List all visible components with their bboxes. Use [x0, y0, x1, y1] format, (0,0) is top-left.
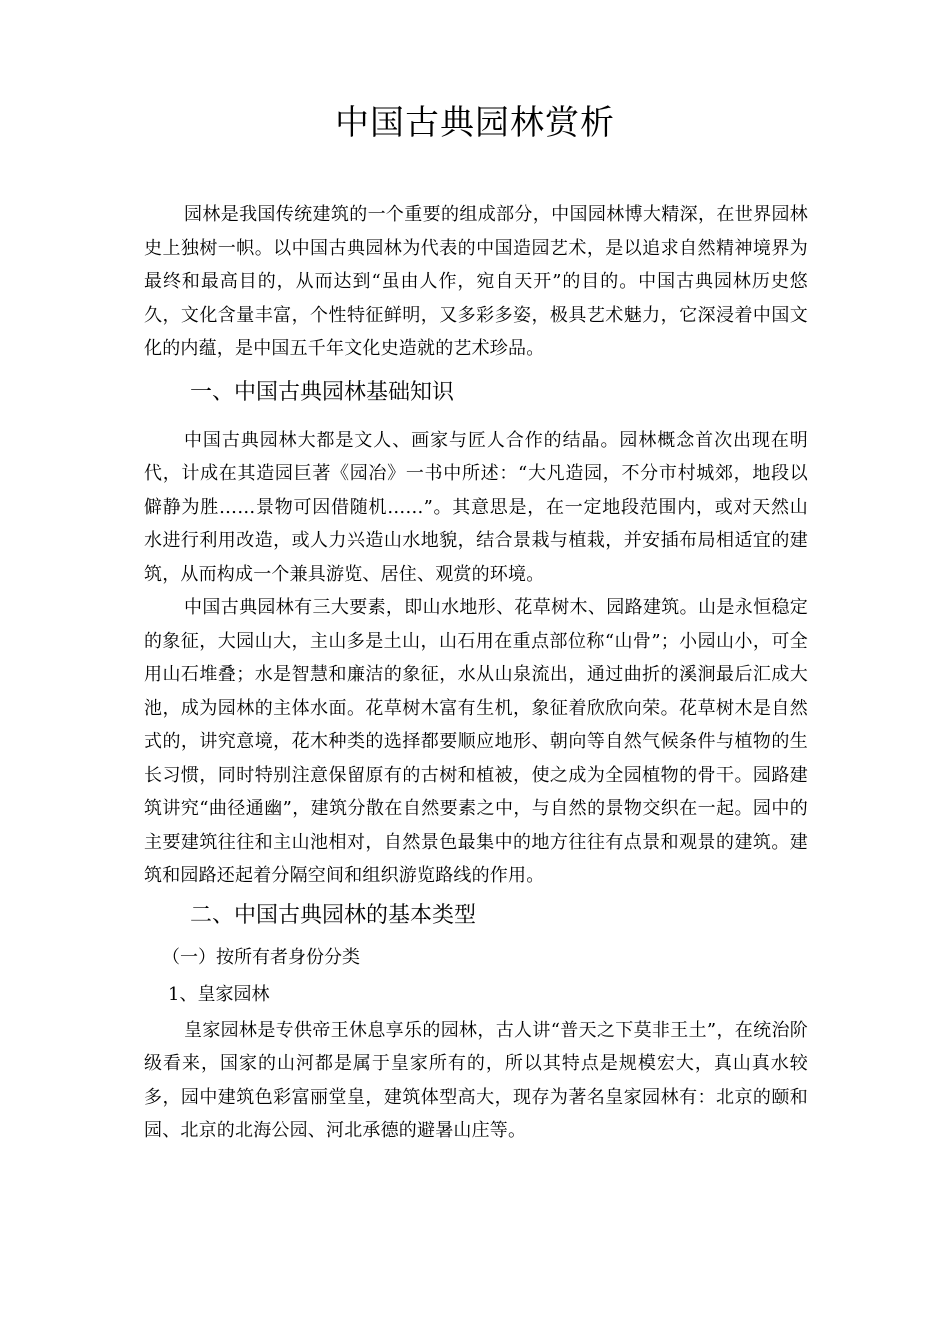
subsection-heading: （一）按所有者身份分类	[162, 946, 360, 968]
section-paragraph: 中国古典园林有三大要素，即山水地形、花草树木、园路建筑。山是永恒稳定的象征，大园山大，主山多是土山，山石用在重点部位称“山骨”；小园山小，可全用山石堆叠；水是智慧和廉洁的象征，水从山泉流出，通过曲折的溪涧最后汇成大池，成为园林的主体水面。花草树木富有生机，象征着欣欣向荣。花草树木是自然式的，讲究意境，花木种类的选择都要顺应地形、朝向等自然气候条件与植物的生长习惯，同时特别注意保留原有的古树和植被，使之成为全园植物的骨干。园路建筑讲究“曲径通幽”，建筑分散在自然要素之中，与自然的景物交织在一起。园中的主要建筑往往和主山池相对，自然景色最集中的地方往往有点景和观景的建筑。建筑和园路还起着分隔空间和组织游览路线的作用。	[144, 597, 808, 886]
item-heading: 1、皇家园林	[168, 984, 270, 1005]
section-paragraph: 中国古典园林大都是文人、画家与匠人合作的结晶。园林概念首次出现在明代，计成在其造园巨著《园冶》一书中所述：“大凡造园，不分市村城郊，地段以僻静为胜……景物可因借随机……”。其意思是，在一定地段范围内，或对天然山水进行利用改造，或人力兴造山水地貌，结合景栽与植栽，并安插布局相适宜的建筑，从而构成一个兼具游览、居住、观赏的环境。	[144, 429, 808, 585]
section-heading-types: 二、中国古典园林的基本类型	[190, 902, 477, 928]
document-title: 中国古典园林赏析	[335, 103, 615, 143]
section-heading-basics: 一、中国古典园林基础知识	[190, 379, 455, 405]
section-paragraph: 皇家园林是专供帝王休息享乐的园林，古人讲“普天之下莫非王土”，在统治阶级看来，国家的山河都是属于皇家所有的，所以其特点是规模宏大，真山真水较多，园中建筑色彩富丽堂皇，建筑体型高大，现存为著名皇家园林有：北京的颐和园、北京的北海公园、河北承德的避暑山庄等。	[144, 1019, 808, 1141]
intro-paragraph: 园林是我国传统建筑的一个重要的组成部分，中国园林博大精深，在世界园林史上独树一帜。以中国古典园林为代表的中国造园艺术，是以追求自然精神境界为最终和最高目的，从而达到“虽由人作，宛自天开”的目的。中国古典园林历史悠久，文化含量丰富，个性特征鲜明，又多彩多姿，极具艺术魅力，它深浸着中国文化的内蕴，是中国五千年文化史造就的艺术珍品。	[144, 204, 808, 359]
document-body	[144, 198, 808, 1148]
